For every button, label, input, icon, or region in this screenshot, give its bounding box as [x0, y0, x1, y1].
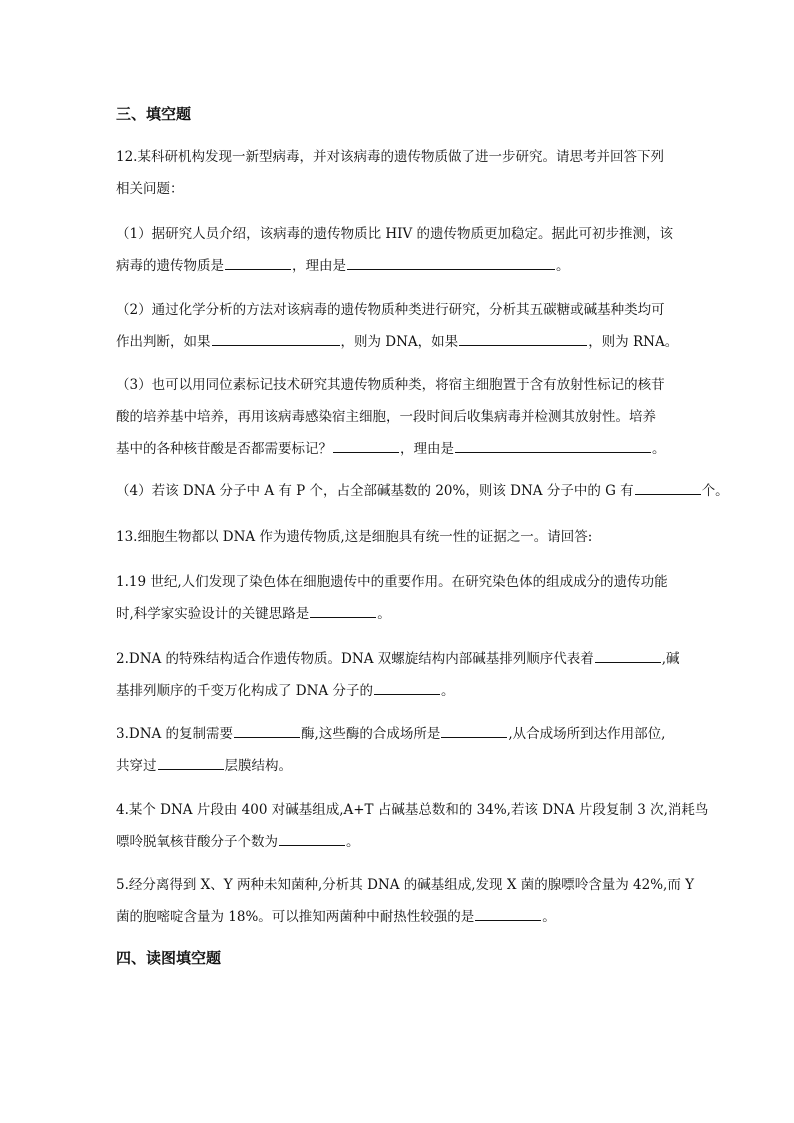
text-line: 酸的培养基中培养，再用该病毒感染宿主细胞，一段时间后收集病毒并检测其放射性。培养 [116, 409, 656, 425]
answer-blank[interactable] [374, 680, 440, 695]
text-line [116, 326, 684, 358]
question-13-sub-3 [116, 718, 684, 782]
text-line [116, 826, 684, 858]
text-segment: 个。 [701, 483, 729, 499]
text-line: 相关问题： [116, 181, 184, 197]
text-segment: ,碱 [661, 651, 680, 667]
text-line [116, 598, 684, 630]
answer-blank[interactable] [595, 648, 661, 663]
answer-blank[interactable] [279, 831, 345, 846]
text-segment: 。 [346, 834, 360, 850]
text-segment: ，理由是 [292, 258, 346, 274]
text-segment: 病毒的遗传物质是 [116, 258, 224, 274]
text-segment: ，理由是 [400, 441, 454, 457]
text-segment: 。 [377, 606, 391, 622]
text-segment: 时,科学家实验设计的关键思路是 [116, 606, 310, 622]
section-4-heading: 四、读图填空题 [116, 949, 222, 967]
text-line [116, 675, 684, 707]
text-segment: 3.DNA 的复制需要 [116, 726, 234, 742]
text-line: 5.经分离得到 X、Y 两种未知菌种,分析其 DNA 的碱基组成,发现 X 菌的腺嘌呤含量为 42%,而 Y [116, 877, 695, 893]
text-segment: ，则为 DNA，如果 [340, 334, 459, 350]
text-segment: 层膜结构。 [224, 758, 292, 774]
text-segment: 嘌呤脱氧核苷酸分子个数为 [116, 834, 278, 850]
question-13-sub-1 [116, 566, 684, 630]
question-13-sub-5 [116, 869, 695, 933]
answer-blank[interactable] [459, 331, 587, 346]
answer-blank[interactable] [441, 723, 507, 738]
text-segment: ,从合成场所到达作用部位, [508, 726, 666, 742]
answer-blank[interactable] [225, 255, 291, 270]
text-segment: （4）若该 DNA 分子中 A 有 P 个，占全部碱基数的 20%，则该 DNA 分子中的 G 有 [116, 483, 634, 499]
question-12-part-3 [116, 369, 684, 465]
question-13-sub-2 [116, 643, 684, 707]
text-line: （3）也可以用同位素标记技术研究其遗传物质种类，将宿主细胞置于含有放射性标记的核苷 [116, 377, 665, 393]
answer-blank[interactable] [475, 906, 541, 921]
section-3-heading: 三、填空题 [116, 105, 192, 123]
question-12-part-1 [116, 218, 684, 282]
text-line: 1.19 世纪,人们发现了染色体在细胞遗传中的重要作用。在研究染色体的组成成分的遗传功能 [116, 574, 668, 590]
text-segment: 。 [542, 909, 556, 925]
answer-blank[interactable] [212, 331, 340, 346]
text-segment: 基排列顺序的千变万化构成了 DNA 分子的 [116, 683, 373, 699]
answer-blank[interactable] [347, 255, 555, 270]
text-segment: 酶,这些酶的合成场所是 [301, 726, 441, 742]
text-line [116, 475, 729, 507]
question-13-stem [116, 521, 684, 553]
text-segment: 。 [652, 441, 666, 457]
text-line: 13.细胞生物都以 DNA 作为遗传物质,这是细胞具有统一性的证据之一。请回答: [116, 529, 593, 545]
text-line [116, 250, 684, 282]
question-12-part-2 [116, 294, 684, 358]
text-segment: 作出判断，如果 [116, 334, 211, 350]
answer-blank[interactable] [455, 438, 651, 453]
text-line: （1）据研究人员介绍，该病毒的遗传物质比 HIV 的遗传物质更加稳定。据此可初步推测，该 [116, 226, 674, 242]
answer-blank[interactable] [234, 723, 300, 738]
text-segment: 。 [440, 683, 455, 699]
text-line [116, 901, 684, 933]
question-12-part-4 [116, 475, 729, 507]
text-segment: 2.DNA 的特殊结构适合作遗传物质。DNA 双螺旋结构内部碱基排列顺序代表着 [116, 651, 594, 667]
text-line [116, 433, 684, 465]
question-13-sub-4 [116, 794, 709, 858]
text-line: （2）通过化学分析的方法对该病毒的遗传物质种类进行研究，分析其五碳糖或碱基种类均可 [116, 302, 665, 318]
answer-blank[interactable] [158, 755, 224, 770]
text-line: 4.某个 DNA 片段由 400 对碱基组成,A+T 占碱基总数和的 34%,若该 DNA 片段复制 3 次,消耗鸟 [116, 802, 709, 818]
text-line [116, 718, 684, 750]
answer-blank[interactable] [310, 603, 376, 618]
text-segment: 。 [556, 258, 570, 274]
text-line [116, 750, 684, 782]
answer-blank[interactable] [635, 480, 701, 495]
text-segment: 共穿过 [116, 758, 157, 774]
text-segment: ，则为 RNA。 [588, 334, 679, 350]
text-line [116, 643, 684, 675]
text-line: 12.某科研机构发现一新型病毒，并对该病毒的遗传物质做了进一步研究。请思考并回答下列 [116, 149, 664, 165]
answer-blank[interactable] [333, 438, 399, 453]
question-12-stem [116, 141, 684, 205]
text-segment: 菌的胞嘧啶含量为 18%。可以推知两菌种中耐热性较强的是 [116, 909, 475, 925]
text-segment: 基中的各种核苷酸是否都需要标记？ [116, 441, 332, 457]
